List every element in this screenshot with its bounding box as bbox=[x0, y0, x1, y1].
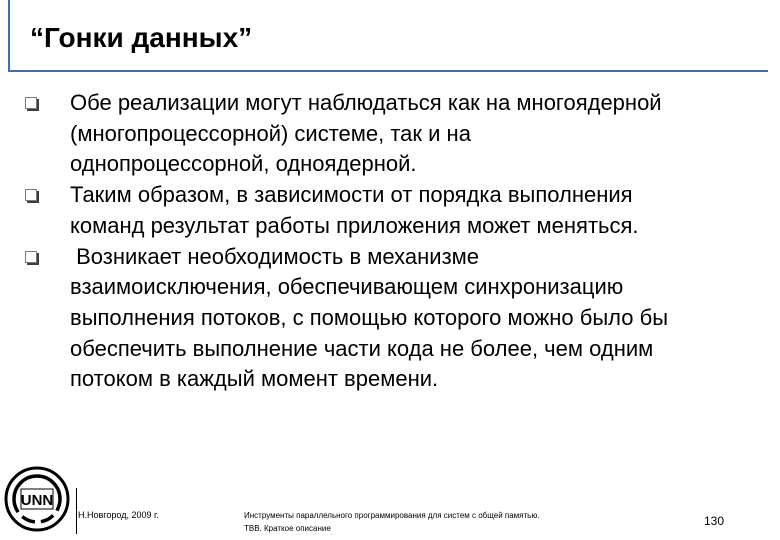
bullet-line: взаимоисключения, обеспечивающем синхронизацию bbox=[70, 274, 624, 300]
footer-course-line: TBB. Краткое описание bbox=[244, 524, 331, 533]
bullet-line: однопроцессорной, одноядерной. bbox=[70, 151, 417, 177]
checkbox-bullet-icon bbox=[25, 97, 37, 109]
bullet-line: потоком в каждый момент времени. bbox=[70, 366, 439, 392]
bullet-line: команд результат работы приложения может меняться. bbox=[70, 212, 639, 238]
footer-course-line: Инструменты параллельного программирования для систем с общей памятью. bbox=[244, 511, 540, 520]
page-number: 130 bbox=[704, 514, 725, 528]
bullet-line: обеспечить выполнение части кода не более, чем одним bbox=[70, 335, 654, 361]
bullet-line: Таким образом, в зависимости от порядка выполнения bbox=[70, 182, 633, 208]
slide-title: “Гонки данных” bbox=[30, 22, 253, 53]
bullet-item bbox=[20, 88, 760, 180]
checkbox-bullet-icon bbox=[25, 189, 37, 201]
footer-course-title bbox=[244, 509, 540, 535]
logo-text: UNN bbox=[20, 492, 54, 509]
footer-city-year: Н.Новгород, 2009 г. bbox=[78, 510, 159, 520]
bullet-line: Возникает необходимость в механизме bbox=[70, 243, 480, 269]
bullet-list bbox=[20, 88, 760, 395]
footer-divider bbox=[76, 488, 77, 534]
university-logo bbox=[4, 462, 70, 536]
bullet-line: Обе реализации могут наблюдаться как на многоядерной bbox=[70, 90, 662, 115]
bullet-line: (многопроцессорной) системе, так и на bbox=[70, 120, 471, 146]
bullet-line: выполнения потоков, с помощью которого можно было бы bbox=[70, 304, 669, 330]
bullet-item bbox=[20, 242, 760, 396]
checkbox-bullet-icon bbox=[25, 251, 37, 263]
bullet-item bbox=[20, 180, 760, 241]
